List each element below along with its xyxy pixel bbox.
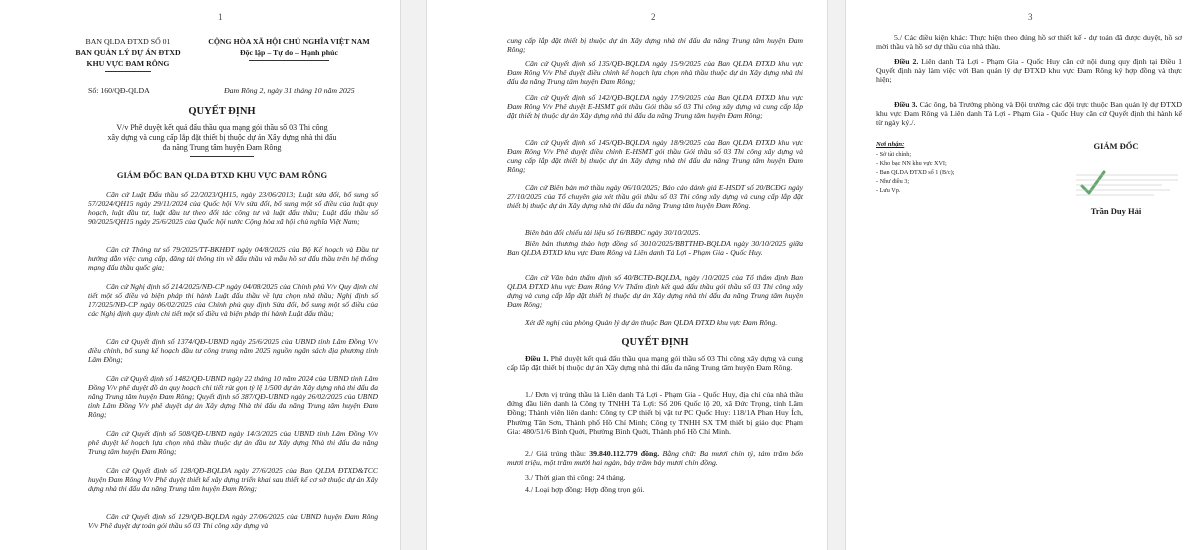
article-text: Liên danh Tả Lợi - Phạm Gia - Quốc Huy căn cứ nội dung quy định tại Điều 1 Quyết định này làm việc với Ban quản lý dự ĐTXD khu vực Đam Rông ký hợp đồng và thực hiện;: [876, 57, 1182, 85]
legal-basis-paragraph: cung cấp lắp đặt thiết bị thuộc dự án Xây dựng nhà thi đấu đa năng Trung tâm huyện Đam Rông;: [507, 36, 803, 54]
recipients-title: Nơi nhận:: [876, 141, 905, 148]
legal-basis-paragraph: Căn cứ Thông tư số 79/2025/TT-BKHĐT ngày 04/8/2025 của Bộ Kế hoạch và Đầu tư hướng dẫn việc cung cấp, đăng tải thông tin về đấu thầu và mẫu hồ sơ đấu thầu trên hệ thống mạng đấu thầu quốc gia;: [88, 245, 378, 272]
legal-basis-paragraph: Căn cứ Văn bản thẩm định số 40/BCTĐ-BQLDA, ngày /10/2025 của Tổ thẩm định Ban QLDA ĐTXD khu vực Đam Rông V/v Thẩm định kết quả đấu thầu gói thầu số 03 Thi công xây dựng và cung cấp lắp đặt thiết bị thuộc dự án Xây dựng nhà thi đấu đa năng Trung tâm huyện Đam Rông;: [507, 273, 803, 309]
recipient-item: - Kho bạc NN khu vực XVI;: [876, 160, 947, 167]
nation-title: CỘNG HÒA XÃ HỘI CHỦ NGHĨA VIỆT NAM: [208, 37, 370, 46]
doc-subject-2: xây dựng và cung cấp lắp đặt thiết bị thuộc dự án Xây dựng nhà thi đấu: [107, 133, 337, 142]
doc-title: QUYẾT ĐỊNH: [188, 106, 256, 117]
article-label: Điều 3.: [894, 100, 918, 109]
doc-date: Đam Rông 2, ngày 31 tháng 10 năm 2025: [224, 86, 355, 95]
signature-check-icon: [1062, 166, 1182, 200]
article-1: [507, 354, 803, 372]
article-label: Điều 1.: [525, 354, 549, 363]
org-line-2: BAN QUẢN LÝ DỰ ÁN ĐTXD: [75, 48, 181, 57]
document-page-3: [846, 0, 1200, 550]
doc-subject-1: V/v Phê duyệt kết quả đấu thầu qua mạng gói thầu số 03 Thi công: [116, 123, 328, 132]
page-number: 2: [651, 12, 656, 22]
doc-number: Số: 160/QĐ-QLDA: [88, 86, 150, 95]
legal-basis-paragraph: Căn cứ Quyết định số 1374/QĐ-UBND ngày 25/6/2025 của UBND tỉnh Lâm Đồng V/v điều chỉnh, bổ sung kế hoạch đầu tư công trung năm 2025 nguồn ngân sách địa phương tỉnh Lâm Đồng;: [88, 337, 378, 364]
page-edge: [400, 0, 401, 550]
authority-heading: GIÁM ĐỐC BAN QLDA ĐTXD KHU VỰC ĐAM RÔNG: [116, 170, 328, 180]
recipient-item: - Sở tài chính;: [876, 151, 912, 158]
motto-underline: [249, 60, 329, 61]
legal-basis-paragraph: Căn cứ Quyết định số 508/QĐ-UBND ngày 14/3/2025 của UBND tỉnh Lâm Đồng V/v phê duyệt kế hoạch lựa chọn nhà thầu thuộc dự án đầu tư Xây dựng Nhà thi đấu đa năng Trung tâm huyện Đam Rông;: [88, 429, 378, 456]
recipient-item: - Ban QLDA ĐTXD số 1 (B/c);: [876, 169, 955, 176]
signer-name: Trần Duy Hải: [1090, 206, 1142, 216]
article-text: Các ông, bà Trưởng phòng và Đội trưởng các đội trực thuộc Ban quản lý dự ĐTXD khu vực Đam Rông và Liên danh Tả Lợi - Phạm Gia - Quốc Huy căn cứ Quyết định thi hành kể từ ngày ký./.: [876, 100, 1182, 128]
legal-basis-paragraph: Căn cứ Quyết định số 135/QĐ-BQLDA ngày 15/9/2025 của Ban QLDA ĐTXD khu vực Đam Rông V/v Phê duyệt điều chỉnh kế hoạch lựa chọn nhà thầu thuộc dự án Xây dựng nhà thi đấu đa năng Trung tâm huyện Đam Rông;: [507, 59, 803, 86]
legal-basis-paragraph: Xét đề nghị của phòng Quản lý dự án thuộc Ban QLDA ĐTXD khu vực Đam Rông.: [525, 318, 778, 327]
legal-basis-paragraph: Căn cứ Luật Đấu thầu số 22/2023/QH15, ngày 23/06/2013; Luật sửa đổi, bổ sung số 57/2024/QH15 ngày 29/11/2024 của Quốc hội V/v sửa đổi, bổ sung một số điều của luật quy hoạch, luật đầu tư, luật đầu tư theo đổi tác công tư và luật đấu thầu; Luật đấu thầu số 90/2025/QH15 ngày 25/6/2025 của Quốc hội nước Cộng hòa xã hội chủ nghĩa Việt Nam;: [88, 190, 378, 226]
org-line-1: BAN QLDA ĐTXD SỐ 01: [85, 37, 171, 46]
page-edge: [827, 0, 828, 550]
org-line-3: KHU VỰC ĐAM RÔNG: [86, 59, 170, 68]
motto: Độc lập – Tự do – Hạnh phúc: [240, 48, 338, 57]
article-label: Điều 2.: [894, 57, 919, 66]
legal-basis-paragraph: Căn cứ Nghị định số 214/2025/NĐ-CP ngày 04/08/2025 của Chính phủ V/v Quy định chi tiết một số điều và biện pháp thi hành Luật đấu thầu về lựa chọn nhà thầu; Nghị định số 17/2025/NĐ-CP ngày 06/02/2025 của Chính phủ quy định Sửa đổi, bổ sung một số điều của các Nghị định quy định chi tiết một số điều và biện pháp thi hành Luật đấu thầu;: [88, 282, 378, 318]
page-gap: [400, 0, 427, 550]
article-3: [876, 100, 1182, 128]
article-2: [876, 57, 1182, 85]
subject-underline: [190, 156, 254, 157]
digital-signature-stamp: [1062, 166, 1182, 200]
doc-subject-3: đa năng Trung tâm huyện Đam Rông: [162, 143, 282, 152]
price-amount: 39.840.112.779 đồng.: [589, 449, 660, 458]
recipient-item: - Như điều 3;: [876, 178, 910, 185]
page-number: 3: [1028, 12, 1033, 22]
recipient-item: - Lưu Vp.: [876, 187, 901, 194]
article-1-item: 5./ Các điều kiện khác: Thực hiện theo đúng hồ sơ thiết kế - dự toán đã được duyệt, hồ sơ mời thầu và hồ sơ dự thầu của nhà thầu.: [876, 33, 1182, 52]
article-1-item: [507, 449, 803, 467]
legal-basis-paragraph: Biên bản đối chiếu tài liệu số 16/BBĐC ngày 30/10/2025.: [525, 228, 701, 237]
article-text: Phê duyệt kết quả đấu thầu qua mạng gói thầu số 03 Thi công xây dựng và cung cấp lắp đặt thiết bị thuộc dự án Xây dựng nhà thi đấu đa năng Trung tâm huyện Đam Rông.: [507, 354, 803, 373]
price-in-words: Bằng chữ: Ba mươi chín tỷ, tám trăm bốn mươi triệu, một trăm mười hai ngàn, bảy trăm bảy mươi chín đồng.: [507, 449, 804, 468]
document-page-2: [427, 0, 827, 550]
article-1-item: 3./ Thời gian thi công: 24 tháng.: [525, 473, 626, 482]
legal-basis-paragraph: Căn cứ Quyết định số 128/QĐ-BQLDA ngày 27/6/2025 của Ban QLDA ĐTXD&TCC huyện Đam Rông V/v Phê duyệt thiết kế xây dựng triển khai sau thiết kế cơ sở thuộc dự án Xây dựng nhà thi đấu đa năng Trung tâm huyện Đam Rông;: [88, 466, 378, 493]
article-1-item: 4./ Loại hợp đồng: Hợp đồng trọn gói.: [525, 485, 645, 494]
legal-basis-paragraph: Biên bản thương thảo hợp đồng số 3010/2025/BBTTHĐ-BQLDA ngày 30/10/2025 giữa Ban QLDA ĐTXD khu vực Đam Rông và Liên danh Tả Lợi - Phạm Gia - Quốc Huy.: [507, 239, 803, 257]
article-1-item: 1./ Đơn vị trúng thầu là Liên danh Tả Lợi - Phạm Gia - Quốc Huy, địa chỉ của nhà thầu đứng đầu liên danh là Công ty TNHH Tả Lợi: Số 206 Quốc lộ 20, xã Đức Trọng, tỉnh Lâm Đồng; Thành viên liên danh: Công ty CP thiết bị vật tư PC Quốc Huy: 118/1A Phan Huy Ích, Phường Tân Sơn, Thành phố Hồ Chí Minh; Công ty TNHH SX TM thiết bị giáo dục Phạm Gia: 480/51/6 Bình Quới, Phường Bình Quới, Thành phố Hồ Chí Minh.: [507, 390, 803, 436]
signer-title: GIÁM ĐỐC: [1093, 141, 1139, 151]
legal-basis-paragraph: Căn cứ Quyết định số 1482/QĐ-UBND ngày 22 tháng 10 năm 2024 của UBND tỉnh Lâm Đồng V/v phê duyệt đồ án quy hoạch chi tiết rút gọn tỷ lệ 1/500 dự án Xây dựng nhà thi đấu đa năng Trung tâm huyện Đam Rông; Quyết định số 387/QĐ-UBND ngày 26/02/2025 của UBND tỉnh Lâm Đồng V/v phê duyệt dự án Xây dựng Nhà thi đấu đa năng Trung tâm huyện Đam Rông;: [88, 374, 378, 419]
legal-basis-paragraph: Căn cứ Quyết định số 145/QĐ-BQLDA ngày 18/9/2025 của Ban QLDA ĐTXD khu vực Đam Rông V/v Phê duyệt điều chỉnh E-HSMT gói thầu Gói thầu số 03 Thi công xây dựng và cung cấp lắp đặt thiết bị thuộc dự án Xây dựng nhà thi đấu đa năng Trung tâm huyện Đam Rông;: [507, 138, 803, 174]
document-page-1: [0, 0, 400, 550]
page-gap: [827, 0, 846, 550]
page-number: 1: [218, 12, 223, 22]
price-label: 2./ Giá trúng thầu:: [525, 449, 590, 458]
legal-basis-paragraph: Căn cứ Quyết định số 129/QĐ-BQLDA ngày 27/06/2025 của UBND huyện Đam Rông V/v Phê duyệt dự toán gói thầu số 03 Thi công xây dựng và: [88, 512, 378, 530]
legal-basis-paragraph: Căn cứ Biên bản mở thầu ngày 06/10/2025; Báo cáo đánh giá E-HSDT số 20/BCĐG ngày 27/10/2025 của Tổ chuyên gia xét thầu gói thầu số 03 Thi công xây dựng và cung cấp lắp đặt thiết bị thuộc dự án Xây dựng nhà thi đấu đa năng Trung tâm huyện Đam Rông.: [507, 183, 803, 210]
legal-basis-paragraph: Căn cứ Quyết định số 142/QĐ-BQLDA ngày 17/9/2025 của Ban QLDA ĐTXD khu vực Đam Rông V/v Phê duyệt E-HSMT gói thầu Gói thầu số 03 Thi công xây dựng và cung cấp lắp đặt thiết bị thuộc dự án Xây dựng nhà thi đấu đa năng Trung tâm huyện Đam Rông;: [507, 93, 803, 120]
org-underline: [105, 71, 151, 72]
decision-heading: QUYẾT ĐỊNH: [621, 337, 689, 348]
